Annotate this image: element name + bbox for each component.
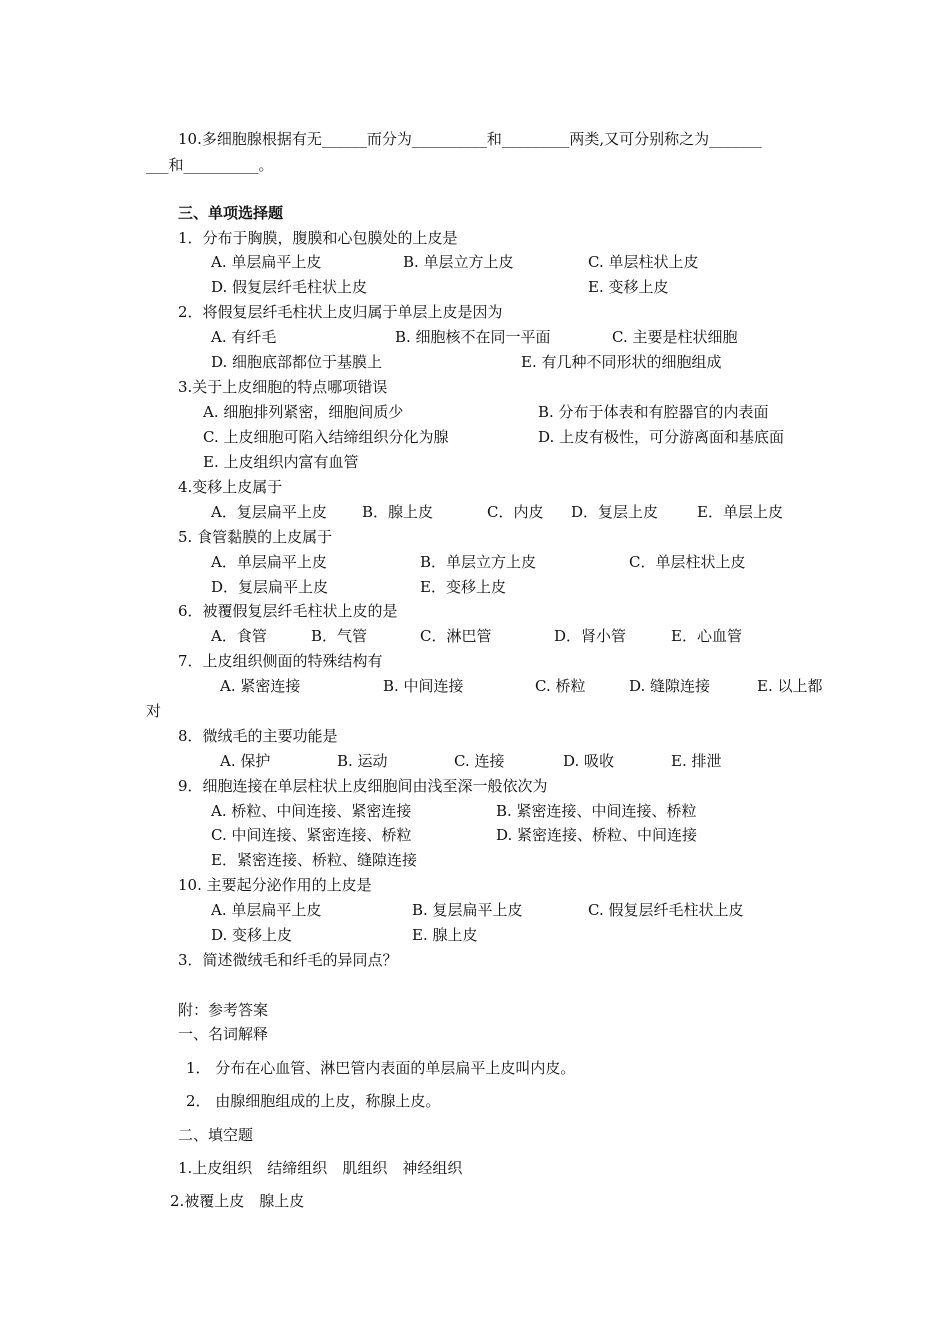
option-e: E. 排泄 <box>671 752 722 770</box>
question-stem: 4.变移上皮属于 <box>178 478 283 496</box>
option-c: C. 单层柱状上皮 <box>588 253 699 271</box>
question-stem: 10. 主要起分泌作用的上皮是 <box>178 876 372 894</box>
option-b: B. 分布于体表和有腔器官的内表面 <box>538 403 769 421</box>
option-a: A. 桥粒、中间连接、紧密连接 <box>211 802 412 820</box>
option-e: E. 变移上皮 <box>588 278 669 296</box>
option-e: E．单层上皮 <box>697 503 783 521</box>
option-e-wrap: 对 <box>146 702 162 720</box>
question-stem: 6．被覆假复层纤毛柱状上皮的是 <box>178 602 398 620</box>
answers-part2-heading: 二、填空题 <box>178 1126 254 1144</box>
option-a: A．食管 <box>211 627 267 645</box>
option-b: B. 运动 <box>337 752 388 770</box>
question-stem: 3.关于上皮细胞的特点哪项错误 <box>178 378 388 396</box>
fill-question-10-line2: ___和__________。 <box>146 156 274 174</box>
option-a: A. 单层扁平上皮 <box>211 253 322 271</box>
option-d: D. 上皮有极性，可分游离面和基底面 <box>538 428 785 446</box>
answer-item: 2． 由腺细胞组成的上皮，称腺上皮。 <box>186 1092 441 1110</box>
option-c: C. 上皮细胞可陷入结缔组织分化为腺 <box>203 428 449 446</box>
option-c: C．内皮 <box>487 503 544 521</box>
option-e: E. 以上都 <box>757 677 823 695</box>
option-b: B. 单层立方上皮 <box>403 253 514 271</box>
question-stem: 8．微绒毛的主要功能是 <box>178 727 338 745</box>
option-a: A．复层扁平上皮 <box>211 503 327 521</box>
answer-item: 1． 分布在心血管、淋巴管内表面的单层扁平上皮叫内皮。 <box>186 1059 576 1077</box>
option-e: E. 腺上皮 <box>412 926 478 944</box>
option-d: D．肾小管 <box>554 627 627 645</box>
option-d: D．复层上皮 <box>571 503 659 521</box>
option-d: D. 变移上皮 <box>211 926 293 944</box>
answers-part1-heading: 一、名词解释 <box>178 1025 269 1043</box>
option-b: B．气管 <box>311 627 368 645</box>
option-d: D. 吸收 <box>563 752 615 770</box>
option-a: A. 有纤毛 <box>211 328 277 346</box>
option-c: C. 假复层纤毛柱状上皮 <box>588 901 744 919</box>
option-c: C. 连接 <box>454 752 505 770</box>
option-d: D. 假复层纤毛柱状上皮 <box>211 278 368 296</box>
option-c: C．单层柱状上皮 <box>629 553 746 571</box>
option-d: D．复层扁平上皮 <box>211 578 329 596</box>
answer-item: 1.上皮组织 结缔组织 肌组织 神经组织 <box>178 1159 463 1177</box>
option-b: B. 紧密连接、中间连接、桥粒 <box>496 802 697 820</box>
question-stem: 2．将假复层纤毛柱状上皮归属于单层上皮是因为 <box>178 303 503 321</box>
answer-item: 2.被覆上皮 腺上皮 <box>170 1192 305 1210</box>
option-c: C. 桥粒 <box>535 677 586 695</box>
option-e: E．变移上皮 <box>420 578 506 596</box>
question-stem: 9．细胞连接在单层柱状上皮细胞间由浅至深一般依次为 <box>178 777 548 795</box>
option-d: D. 细胞底部都位于基膜上 <box>211 353 383 371</box>
option-b: B. 复层扁平上皮 <box>412 901 523 919</box>
option-a: A. 保护 <box>220 752 271 770</box>
option-e: E. 有几种不同形状的细胞组成 <box>521 353 722 371</box>
option-e: E．紧密连接、桥粒、缝隙连接 <box>211 851 417 869</box>
question-stem: 5. 食管黏膜的上皮属于 <box>178 528 333 546</box>
option-b: B．腺上皮 <box>362 503 434 521</box>
option-c: C．淋巴管 <box>420 627 492 645</box>
question-stem: 7．上皮组织侧面的特殊结构有 <box>178 652 383 670</box>
answers-heading: 附：参考答案 <box>178 1001 269 1019</box>
section-heading-single-choice: 三、单项选择题 <box>178 204 284 222</box>
option-b: B．单层立方上皮 <box>420 553 537 571</box>
option-a: A. 细胞排列紧密，细胞间质少 <box>203 403 404 421</box>
option-c: C. 主要是柱状细胞 <box>612 328 738 346</box>
option-e: E. 上皮组织内富有血管 <box>203 453 359 471</box>
option-d: D. 缝隙连接 <box>629 677 711 695</box>
question-stem: 1．分布于胸膜，腹膜和心包膜处的上皮是 <box>178 229 458 247</box>
option-a: A．单层扁平上皮 <box>211 553 327 571</box>
option-a: A. 紧密连接 <box>220 677 301 695</box>
short-answer-question: 3．简述微绒毛和纤毛的异同点？ <box>178 951 398 969</box>
option-b: B. 中间连接 <box>383 677 464 695</box>
fill-question-10-line1: 10.多细胞腺根据有无______而分为__________和_________两类,又可分别称之为_______ <box>178 130 762 148</box>
option-c: C. 中间连接、紧密连接、桥粒 <box>211 826 412 844</box>
option-e: E．心血管 <box>671 627 742 645</box>
option-a: A. 单层扁平上皮 <box>211 901 322 919</box>
option-b: B. 细胞核不在同一平面 <box>395 328 551 346</box>
option-d: D. 紧密连接、桥粒、中间连接 <box>496 826 698 844</box>
